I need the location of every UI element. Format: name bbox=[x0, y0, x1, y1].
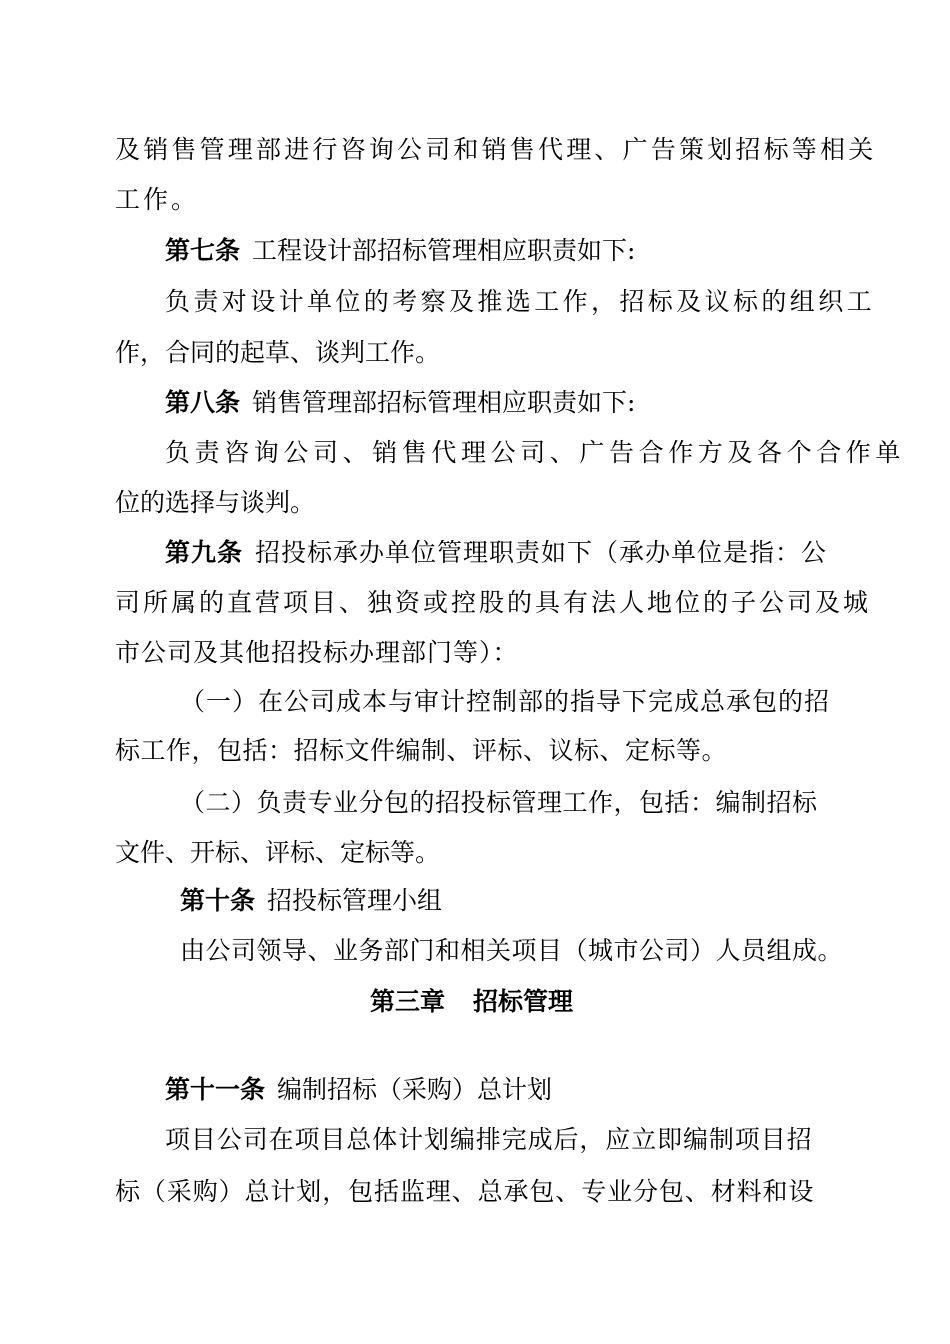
body-line: 由公司领导、业务部门和相关项目（城市公司）人员组成。 bbox=[180, 936, 844, 965]
body-line: 文件、开标、评标、定标等。 bbox=[115, 838, 441, 867]
body-line: 位的选择与谈判。 bbox=[115, 488, 316, 517]
article-text: 编制招标（采购）总计划 bbox=[277, 1075, 553, 1104]
body-line: 司所属的直营项目、独资或控股的具有法人地位的子公司及城 bbox=[115, 588, 872, 617]
article-11 bbox=[165, 1075, 552, 1105]
article-text: 招投标承办单位管理职责如下（承办单位是指：公 bbox=[255, 538, 828, 567]
article-10 bbox=[180, 886, 442, 916]
body-line: 标工作，包括：招标文件编制、评标、议标、定标等。 bbox=[115, 736, 728, 765]
body-line: 及销售管理部进行咨询公司和销售代理、广告策划招标等相关 bbox=[115, 135, 877, 164]
article-heading: 第十条 bbox=[180, 886, 256, 915]
list-item-1: （一）在公司成本与审计控制部的指导下完成总承包的招 bbox=[180, 687, 831, 716]
chapter-number: 第三章 bbox=[370, 987, 446, 1016]
chapter-title: 招标管理 bbox=[473, 987, 574, 1016]
article-9 bbox=[165, 538, 827, 568]
article-7 bbox=[165, 236, 635, 266]
body-line: 负责对设计单位的考察及推选工作，招标及议标的组织工 bbox=[165, 287, 876, 316]
body-line: 市公司及其他招投标办理部门等）： bbox=[115, 638, 519, 667]
article-heading: 第九条 bbox=[165, 538, 244, 567]
body-line: 项目公司在项目总体计划编排完成后，应立即编制项目招 bbox=[165, 1125, 813, 1154]
body-line: 负责咨询公司、销售代理公司、广告合作方及各个合作单 bbox=[165, 438, 906, 467]
article-text: 工程设计部招标管理相应职责如下: bbox=[252, 236, 636, 265]
chapter-heading bbox=[370, 987, 573, 1017]
article-text: 销售管理部招标管理相应职责如下: bbox=[252, 388, 636, 417]
body-line: 标（采购）总计划，包括监理、总承包、专业分包、材料和设 bbox=[115, 1177, 815, 1206]
body-line: 工作。 bbox=[115, 185, 200, 214]
article-heading: 第八条 bbox=[165, 388, 241, 417]
body-line: 作，合同的起草、谈判工作。 bbox=[115, 338, 441, 367]
article-heading: 第十一条 bbox=[165, 1075, 266, 1104]
article-text: 招投标管理小组 bbox=[267, 886, 443, 915]
list-item-2: （二）负责专业分包的招投标管理工作，包括：编制招标 bbox=[180, 788, 818, 817]
article-8 bbox=[165, 388, 635, 418]
article-heading: 第七条 bbox=[165, 236, 241, 265]
